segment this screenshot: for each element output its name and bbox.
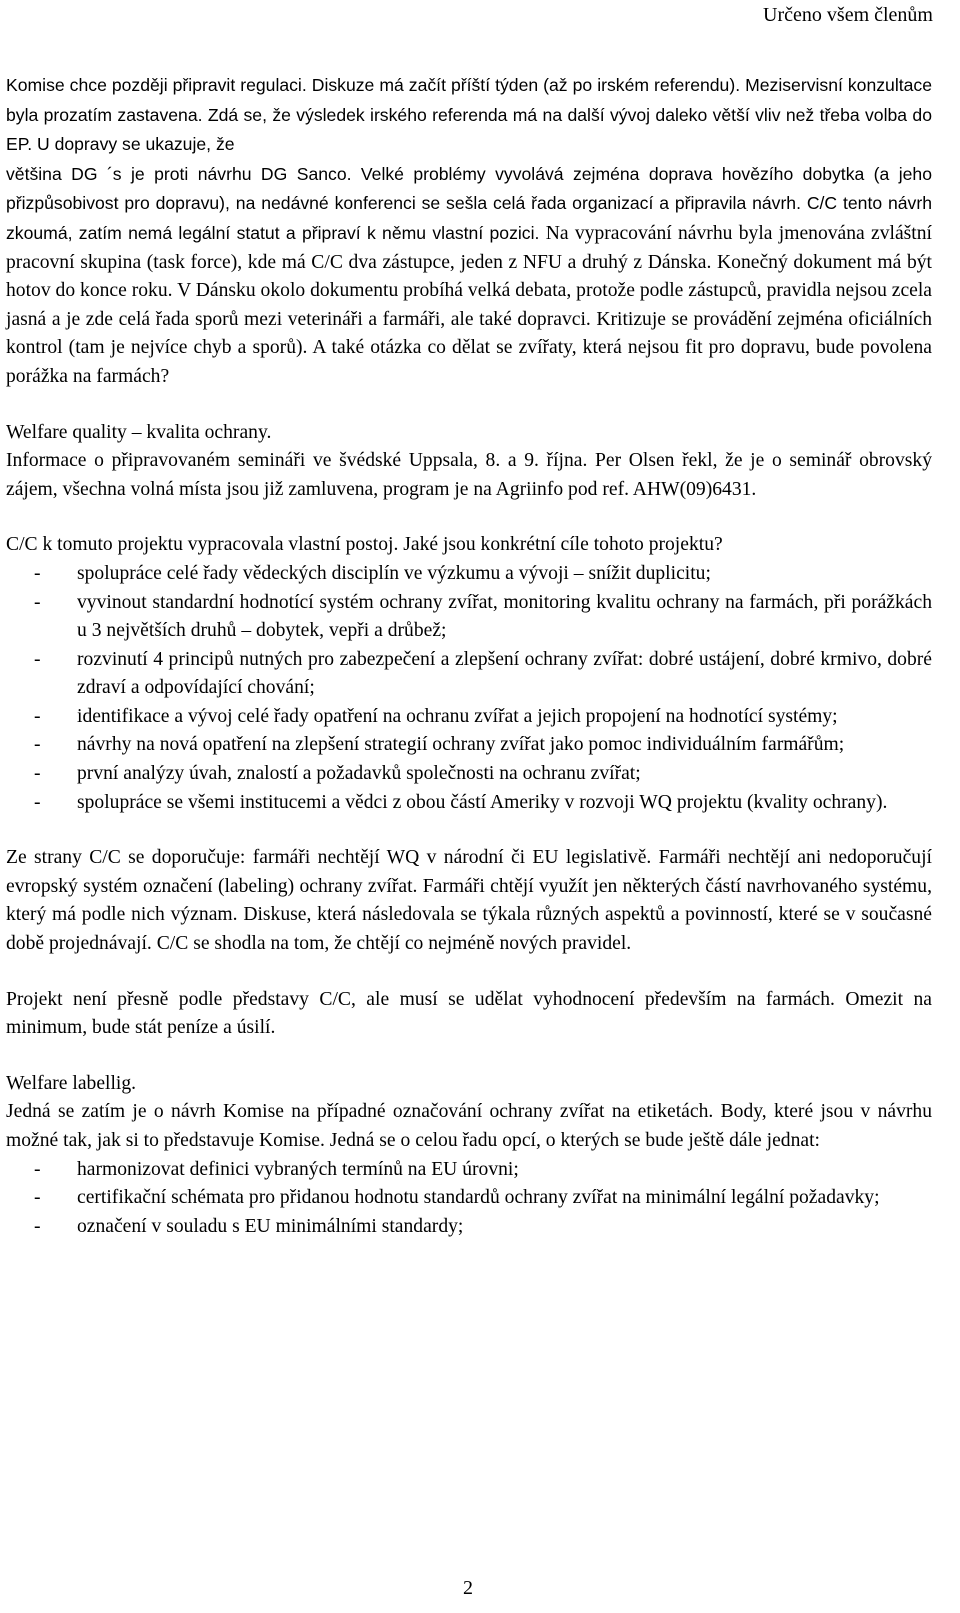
list-item: - označení v souladu s EU minimálními standardy; bbox=[6, 1213, 932, 1242]
project-goals-list bbox=[6, 560, 932, 817]
intro-sentence-1: Komise chce později připravit regulaci. Diskuze má začít příští týden (až po irském referendu). Meziservisní konzultace byla prozatím zastavena. Zdá se, že výsledek irského referenda má na další vývoj daleko větší vliv než třeba volba do EP. U dopravy se ukazuje, že bbox=[6, 75, 932, 155]
list-item: - certifikační schémata pro přidanou hodnotu standardů ochrany zvířat na minimální legální požadavky; bbox=[6, 1184, 932, 1213]
spacer bbox=[6, 392, 932, 419]
recommendation-paragraph: Ze strany C/C se doporučuje: farmáři nechtějí WQ v národní či EU legislativě. Farmáři nechtějí ani nedoporučují evropský systém označení (labeling) ochrany zvířat. Farmáři chtějí využít jen některých částí navrhovaného systému, který má podle nich význam. Diskuse, která následovala se týkala různých aspektů a povinností, které se v současné době projednávají. C/C se shodla na tom, že chtějí co nejméně nových pravidel. bbox=[6, 847, 932, 955]
list-item: - první analýzy úvah, znalostí a požadavků společnosti na ochranu zvířat; bbox=[6, 760, 932, 789]
list-item: - rozvinutí 4 principů nutných pro zabezpečení a zlepšení ochrany zvířat: dobré ustájení, dobré krmivo, dobré zdraví a odpovídající chování; bbox=[6, 646, 932, 703]
labelling-options-list bbox=[6, 1156, 932, 1242]
intro-paragraph-1 bbox=[6, 71, 932, 160]
project-intro: C/C k tomuto projektu vypracovala vlastní postoj. Jaké jsou konkrétní cíle tohoto projektu? bbox=[6, 534, 723, 556]
document-body bbox=[6, 71, 932, 1241]
list-item: - spolupráce se všemi institucemi a vědci z obou částí Ameriky v rozvoji WQ projektu (kvality ochrany). bbox=[6, 789, 932, 818]
welfare-quality-heading: Welfare quality – kvalita ochrany. bbox=[6, 421, 272, 443]
page-number: 2 bbox=[463, 1577, 473, 1599]
spacer bbox=[6, 817, 932, 844]
spacer bbox=[6, 959, 932, 986]
list-item: - harmonizovat definici vybraných termínů na EU úrovni; bbox=[6, 1156, 932, 1185]
spacer bbox=[6, 1043, 932, 1070]
list-item: - spolupráce celé řady vědeckých disciplín ve výzkumu a vývoji – snížit duplicitu; bbox=[6, 560, 932, 589]
assessment-paragraph: Projekt není přesně podle představy C/C, ale musí se udělat vyhodnocení především na farmách. Omezit na minimum, bude stát peníze a úsilí. bbox=[6, 988, 932, 1039]
intro-sentence-3: Na vypracování návrhu byla jmenována zvláštní pracovní skupina (task force), kde má C/C dva zástupce, jeden z NFU a druhý z Dánska. Konečný dokument má být hotov do konce roku. V Dánsku okolo dokumentu probíhá velká debata, protože podle zástupců, pravidla nejsou zcela jasná a je zde celá řada sporů mezi veterináři a farmáři, ale také dopravci. Kritizuje se provádění zejména oficiálních kontrol (tam je nejvíce chyb a sporů). A také otázka co dělat se zvířaty, která nejsou fit pro dopravu, bude povolena porážka na farmách? bbox=[6, 222, 932, 387]
welfare-labelling-heading: Welfare labellig. bbox=[6, 1072, 137, 1094]
intro-sentence-2: většina DG ´s je proti návrhu DG Sanco. Velké problémy vyvolává zejména doprava hovězího dobytka (a jeho přizpůsobivost pro dopravu), na nedávné konferenci se sešla celá řada organizací a připravila návrh. C/C tento návrh zkoumá, zatím nemá legální statut a připraví k němu vlastní pozici. bbox=[6, 163, 932, 243]
list-item: - návrhy na nová opatření na zlepšení strategií ochrany zvířat jako pomoc individuálním farmářům; bbox=[6, 731, 932, 760]
welfare-quality-text: Informace o připravovaném semináři ve švédské Uppsala, 8. a 9. října. Per Olsen řekl, že je o seminář obrovský zájem, všechna volná místa jsou již zamluvena, program je na Agriinfo pod ref. AHW(09)6431. bbox=[6, 450, 932, 500]
spacer bbox=[6, 504, 932, 531]
welfare-labelling-text: Jedná se zatím je o návrh Komise na případné označování ochrany zvířat na etiketách. Body, které jsou v návrhu možné tak, jak si to představuje Komise. Jedná se o celou řadu opcí, o kterých se bude ještě dále jednat: bbox=[6, 1101, 932, 1151]
intro-paragraph-2 bbox=[6, 160, 932, 392]
distribution-header: Určeno všem členům bbox=[763, 4, 933, 26]
list-item: - vyvinout standardní hodnotící systém ochrany zvířat, monitoring kvalitu ochrany na farmách, při porážkách u 3 největších druhů – dobytek, vepři a drůbež; bbox=[6, 589, 932, 646]
list-item: - identifikace a vývoj celé řady opatření na ochranu zvířat a jejich propojení na hodnotící systémy; bbox=[6, 703, 932, 732]
